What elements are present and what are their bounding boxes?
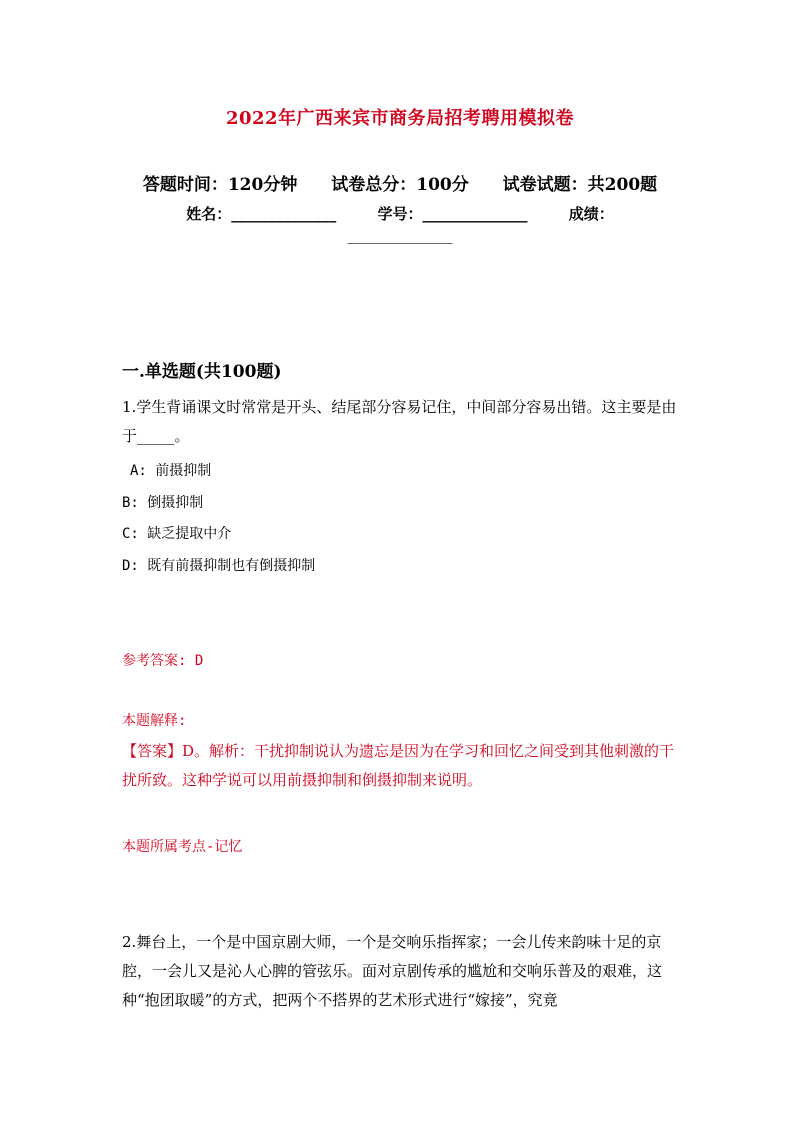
name-field: 姓名：______________ — [186, 205, 337, 223]
exam-question-count: 试卷试题：共200题 — [502, 175, 658, 195]
exam-meta — [0, 170, 800, 195]
question-1-explanation-label: 本题解释: — [122, 713, 187, 729]
student-id-field: 学号：______________ — [377, 205, 528, 223]
question-1-knowledge-point: 本题所属考点-记忆 — [122, 839, 243, 855]
question-1-explanation: 【答案】D。解析：干扰抑制说认为遗忘是因为在学习和回忆之间受到其他刺激的干扰所致。这种学说可以用前摄抑制和倒摄抑制来说明。 — [122, 742, 675, 789]
exam-time: 答题时间：120分钟 — [142, 175, 298, 195]
question-2-text: 2.舞台上，一个是中国京剧大师，一个是交响乐指挥家；一会儿传来韵味十足的京腔，一会儿又是沁人心脾的管弦乐。面对京剧传承的尴尬和交响乐普及的艰难，这种“抱团取暖”的方式，把两个不搭界的艺术形式进行“嫁接”，究竟 — [122, 933, 663, 1009]
student-info-fields — [0, 203, 800, 224]
question-1-text: 1.学生背诵课文时常常是开头、结尾部分容易记住，中间部分容易出错。这主要是由于_____。 — [122, 398, 677, 445]
question-1-option-b: B: 倒摄抑制 — [122, 495, 204, 511]
exam-total-score: 试卷总分：100分 — [331, 175, 469, 195]
question-1-option-a: A: 前摄抑制 — [130, 463, 212, 479]
question-1-answer: 参考答案: D — [122, 653, 204, 669]
grade-field: 成绩： — [568, 205, 614, 223]
document-title: 2022年广西来宾市商务局招考聘用模拟卷 — [225, 108, 575, 129]
section-title: 一.单选题(共100题) — [122, 362, 282, 382]
question-1-option-d: D: 既有前摄抑制也有倒摄抑制 — [122, 558, 316, 574]
question-1-option-c: C: 缺乏提取中介 — [122, 526, 232, 542]
grade-line: ______________ — [347, 226, 453, 244]
